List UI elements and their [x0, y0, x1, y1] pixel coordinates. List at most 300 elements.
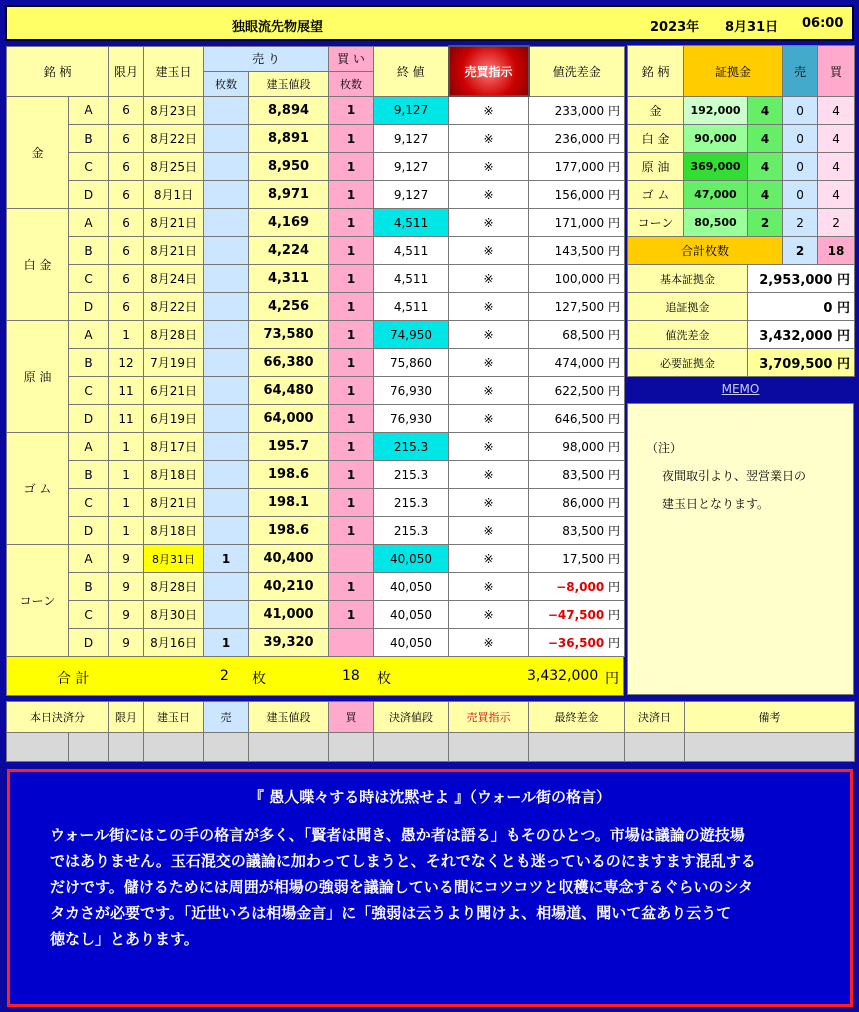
buy-count — [329, 629, 374, 657]
tatene: 198.6 — [249, 461, 329, 489]
yen-unit: 円 — [608, 608, 621, 622]
settle-cell[interactable] — [685, 733, 855, 762]
gengetsu: 11 — [109, 405, 144, 433]
position-row — [7, 321, 625, 349]
position-row — [7, 489, 625, 517]
header-date: 8月31日 — [725, 20, 779, 35]
position-row — [7, 209, 625, 237]
tatene: 39,320 — [249, 629, 329, 657]
summary-label: 基本証拠金 — [628, 265, 748, 293]
tatebi: 8月17日 — [144, 433, 204, 461]
sell-count: 1 — [204, 629, 249, 657]
settle-cell[interactable] — [144, 733, 204, 762]
position-row — [7, 377, 625, 405]
tatene: 64,000 — [249, 405, 329, 433]
close-price: 40,050 — [374, 629, 449, 657]
tatebi: 8月21日 — [144, 209, 204, 237]
buy-count: 1 — [329, 405, 374, 433]
contract-id: A — [69, 96, 109, 125]
diff-value: 83,500 — [562, 468, 605, 482]
margin-commodity: 白 金 — [628, 125, 684, 153]
diff-cell — [529, 405, 625, 433]
settle-col: 建玉日 — [144, 702, 204, 733]
yen-unit: 円 — [608, 440, 621, 454]
tatene: 64,480 — [249, 377, 329, 405]
contract-id: B — [69, 237, 109, 265]
header-year: 2023年 — [650, 20, 700, 35]
margin-buy: 2 — [818, 209, 855, 237]
tatene: 4,256 — [249, 293, 329, 321]
positions-table — [6, 45, 625, 657]
position-row — [7, 237, 625, 265]
signal: ※ — [449, 377, 529, 405]
position-row — [7, 573, 625, 601]
yen-unit: 円 — [608, 216, 621, 230]
margin-buy: 4 — [818, 125, 855, 153]
gengetsu: 1 — [109, 489, 144, 517]
yen-unit: 円 — [608, 552, 621, 566]
gengetsu: 6 — [109, 153, 144, 181]
signal: ※ — [449, 293, 529, 321]
settle-col: 決済値段 — [374, 702, 449, 733]
settle-cell[interactable] — [529, 733, 625, 762]
diff-cell — [529, 545, 625, 573]
yen-unit: 円 — [608, 636, 621, 650]
settle-cell[interactable] — [374, 733, 449, 762]
yen-unit: 円 — [608, 132, 621, 146]
close-price: 215.3 — [374, 489, 449, 517]
signal: ※ — [449, 629, 529, 657]
yen-unit: 円 — [608, 328, 621, 342]
quote-line: だけです。儲けるためには周囲が相場の強弱を議論している間にコツコツと収穫に専念するぐらいのシタ — [50, 878, 753, 896]
buy-count: 1 — [329, 125, 374, 153]
position-row — [7, 125, 625, 153]
buy-count: 1 — [329, 573, 374, 601]
signal: ※ — [449, 601, 529, 629]
contract-id: D — [69, 293, 109, 321]
quote-line: ウォール街にはこの手の格言が多く、「賢者は聞き、愚か者は語る」もそのひとつ。市場は議論の遊技場 — [50, 826, 745, 844]
sell-count — [204, 293, 249, 321]
col-kai: 買 い — [329, 46, 374, 71]
quote-body — [50, 822, 830, 952]
tatene: 8,894 — [249, 96, 329, 125]
diff-cell — [529, 265, 625, 293]
sell-count — [204, 153, 249, 181]
buy-count: 1 — [329, 517, 374, 545]
tatebi: 8月16日 — [144, 629, 204, 657]
commodity-name: 原 油 — [7, 321, 69, 433]
col-uri: 売 り — [204, 46, 329, 71]
gengetsu: 11 — [109, 377, 144, 405]
yen-unit: 円 — [837, 273, 851, 288]
tatebi: 8月18日 — [144, 461, 204, 489]
diff-cell — [529, 517, 625, 545]
margin-table — [627, 45, 855, 377]
margin-amount: 369,000 — [684, 153, 748, 181]
yen-unit: 円 — [837, 357, 851, 372]
diff-cell — [529, 601, 625, 629]
diff-value: 622,500 — [554, 384, 605, 398]
contract-id: C — [69, 601, 109, 629]
yen-unit: 円 — [837, 329, 851, 344]
margin-buy: 4 — [818, 97, 855, 125]
diff-value: 83,500 — [562, 524, 605, 538]
tatebi: 8月23日 — [144, 96, 204, 125]
diff-value: 68,500 — [562, 328, 605, 342]
diff-cell — [529, 377, 625, 405]
sell-count — [204, 489, 249, 517]
gengetsu: 9 — [109, 601, 144, 629]
memo-line: 夜間取引より、翌営業日の — [662, 469, 807, 483]
diff-value: −47,500 — [547, 608, 605, 622]
margin-amount: 47,000 — [684, 181, 748, 209]
close-price: 74,950 — [374, 321, 449, 349]
signal: ※ — [449, 153, 529, 181]
tatebi: 6月21日 — [144, 377, 204, 405]
diff-value: 233,000 — [554, 103, 605, 118]
settle-cell[interactable] — [625, 733, 685, 762]
diff-value: 474,000 — [554, 356, 605, 370]
position-row — [7, 265, 625, 293]
signal: ※ — [449, 349, 529, 377]
close-price: 40,050 — [374, 601, 449, 629]
diff-value: 236,000 — [554, 132, 605, 146]
signal: ※ — [449, 517, 529, 545]
total-count-sell: 2 — [783, 237, 818, 265]
memo-box — [627, 403, 854, 695]
quote-title: 『 愚人喋々する時は沈黙せよ 』（ウォール街の格言） — [248, 788, 612, 806]
summary-value: 3,432,000 — [759, 329, 833, 344]
margin-qty: 4 — [748, 181, 783, 209]
gengetsu: 12 — [109, 349, 144, 377]
settlement-table — [6, 701, 855, 762]
settle-cell[interactable] — [204, 733, 249, 762]
diff-value: 86,000 — [562, 496, 605, 510]
tatene: 8,971 — [249, 181, 329, 209]
margin-qty: 4 — [748, 153, 783, 181]
tatebi: 8月25日 — [144, 153, 204, 181]
diff-cell — [529, 237, 625, 265]
quote-line: タカさが必要です。「近世いろは相場金言」に「強弱は云うより聞けよ、相場道、聞いて盆あり云うて — [50, 904, 732, 922]
buy-count: 1 — [329, 153, 374, 181]
tatene: 4,224 — [249, 237, 329, 265]
diff-cell — [529, 629, 625, 657]
signal: ※ — [449, 405, 529, 433]
buy-count: 1 — [329, 377, 374, 405]
diff-value: −36,500 — [547, 636, 605, 650]
signal: ※ — [449, 96, 529, 125]
gengetsu: 6 — [109, 125, 144, 153]
summary-value: 3,709,500 — [759, 357, 833, 372]
tatebi: 8月21日 — [144, 237, 204, 265]
summary-value: 2,953,000 — [759, 273, 833, 288]
diff-cell — [529, 125, 625, 153]
diff-cell — [529, 96, 625, 125]
col-tatebi: 建玉日 — [144, 46, 204, 96]
tatene: 73,580 — [249, 321, 329, 349]
buy-count: 1 — [329, 433, 374, 461]
position-row — [7, 433, 625, 461]
yen-unit: 円 — [608, 384, 621, 398]
gengetsu: 9 — [109, 573, 144, 601]
diff-cell — [529, 209, 625, 237]
tatebi: 7月19日 — [144, 349, 204, 377]
settle-cell[interactable] — [449, 733, 529, 762]
sell-count: 1 — [204, 545, 249, 573]
contract-id: A — [69, 209, 109, 237]
margin-buy: 4 — [818, 153, 855, 181]
total-diff: 3,432,000 — [527, 668, 599, 684]
yen-unit: 円 — [608, 188, 621, 202]
commodity-name: 金 — [7, 96, 69, 209]
settle-col: 備考 — [685, 702, 855, 733]
total-buy-unit: 枚 — [377, 671, 391, 687]
signal: ※ — [449, 545, 529, 573]
position-row — [7, 181, 625, 209]
commodity-name: コーン — [7, 545, 69, 657]
margin-commodity: コーン — [628, 209, 684, 237]
sell-count — [204, 573, 249, 601]
close-price: 215.3 — [374, 517, 449, 545]
quote-line: ではありません。玉石混交の議論に加わってしまうと、それでなくとも迷っているのにますます混乱する — [50, 852, 756, 870]
margin-amount: 192,000 — [684, 97, 748, 125]
close-price: 75,860 — [374, 349, 449, 377]
yen-unit: 円 — [608, 300, 621, 314]
settle-cell[interactable] — [329, 733, 374, 762]
summary-row — [628, 265, 855, 293]
total-bar — [6, 656, 624, 696]
commodity-name: 白 金 — [7, 209, 69, 321]
diff-cell — [529, 153, 625, 181]
col-meigara: 銘 柄 — [7, 46, 109, 96]
yen-unit: 円 — [608, 103, 621, 118]
quote-box — [7, 769, 853, 1007]
close-price: 9,127 — [374, 96, 449, 125]
buy-count: 1 — [329, 181, 374, 209]
margin-sell: 0 — [783, 153, 818, 181]
summary-label: 必要証拠金 — [628, 349, 748, 377]
contract-id: A — [69, 545, 109, 573]
margin-commodity: ゴ ム — [628, 181, 684, 209]
close-price: 9,127 — [374, 153, 449, 181]
tatebi: 8月18日 — [144, 517, 204, 545]
gengetsu: 6 — [109, 96, 144, 125]
tatebi: 8月22日 — [144, 293, 204, 321]
sell-count — [204, 601, 249, 629]
close-price: 4,511 — [374, 265, 449, 293]
tatene: 198.1 — [249, 489, 329, 517]
tatebi: 8月31日 — [144, 545, 204, 573]
gengetsu: 6 — [109, 209, 144, 237]
col-gengetsu: 限月 — [109, 46, 144, 96]
contract-id: B — [69, 349, 109, 377]
margin-qty: 4 — [748, 125, 783, 153]
sell-count — [204, 209, 249, 237]
signal: ※ — [449, 433, 529, 461]
margin-amount: 90,000 — [684, 125, 748, 153]
tatebi: 8月22日 — [144, 125, 204, 153]
commodity-name: ゴ ム — [7, 433, 69, 545]
yen-unit: 円 — [608, 580, 621, 594]
close-price: 215.3 — [374, 433, 449, 461]
signal-header-button[interactable]: 売買指示 — [449, 46, 529, 96]
side-col-shokokin: 証拠金 — [684, 46, 783, 97]
close-price: 76,930 — [374, 377, 449, 405]
settle-col: 限月 — [109, 702, 144, 733]
diff-value: 156,000 — [554, 188, 605, 202]
close-price: 9,127 — [374, 181, 449, 209]
sell-count — [204, 461, 249, 489]
sell-count — [204, 517, 249, 545]
summary-value-cell — [748, 349, 855, 377]
summary-value: 0 — [823, 301, 833, 316]
tatebi: 8月30日 — [144, 601, 204, 629]
total-buy-count: 18 — [342, 668, 360, 684]
total-count-buy: 18 — [818, 237, 855, 265]
memo-line: 建玉日となります。 — [662, 497, 770, 511]
buy-count: 1 — [329, 321, 374, 349]
col-buy-maisu: 枚数 — [329, 71, 374, 96]
total-yen: 円 — [605, 671, 619, 687]
yen-unit: 円 — [608, 496, 621, 510]
close-price: 4,511 — [374, 209, 449, 237]
settle-cell[interactable] — [69, 733, 109, 762]
yen-unit: 円 — [608, 272, 621, 286]
margin-buy: 4 — [818, 181, 855, 209]
sell-count — [204, 349, 249, 377]
contract-id: C — [69, 265, 109, 293]
buy-count: 1 — [329, 461, 374, 489]
tatene: 40,210 — [249, 573, 329, 601]
col-sell-maisu: 枚数 — [204, 71, 249, 96]
tatebi: 8月1日 — [144, 181, 204, 209]
summary-label: 値洗差金 — [628, 321, 748, 349]
contract-id: B — [69, 461, 109, 489]
diff-cell — [529, 461, 625, 489]
close-price: 40,050 — [374, 573, 449, 601]
margin-sell: 0 — [783, 97, 818, 125]
position-row — [7, 461, 625, 489]
position-row — [7, 601, 625, 629]
page-header — [5, 5, 854, 41]
contract-id: A — [69, 433, 109, 461]
margin-sell: 0 — [783, 125, 818, 153]
buy-count — [329, 545, 374, 573]
total-count-label: 合計枚数 — [628, 237, 783, 265]
settle-col: 買 — [329, 702, 374, 733]
contract-id: B — [69, 573, 109, 601]
yen-unit: 円 — [608, 468, 621, 482]
settle-col: 売買指示 — [449, 702, 529, 733]
settle-cell[interactable] — [249, 733, 329, 762]
sell-count — [204, 237, 249, 265]
sell-count — [204, 405, 249, 433]
buy-count: 1 — [329, 237, 374, 265]
memo-line: （注） — [646, 441, 683, 455]
tatebi: 8月28日 — [144, 573, 204, 601]
yen-unit: 円 — [608, 412, 621, 426]
contract-id: C — [69, 377, 109, 405]
tatebi: 6月19日 — [144, 405, 204, 433]
sell-count — [204, 433, 249, 461]
summary-row — [628, 349, 855, 377]
diff-value: 98,000 — [562, 440, 605, 454]
sell-count — [204, 377, 249, 405]
signal: ※ — [449, 321, 529, 349]
margin-commodity: 原 油 — [628, 153, 684, 181]
buy-count: 1 — [329, 349, 374, 377]
settle-col: 建玉値段 — [249, 702, 329, 733]
sell-count — [204, 181, 249, 209]
position-row — [7, 153, 625, 181]
settle-cell[interactable] — [109, 733, 144, 762]
contract-id: A — [69, 321, 109, 349]
close-price: 4,511 — [374, 237, 449, 265]
contract-id: D — [69, 629, 109, 657]
yen-unit: 円 — [608, 356, 621, 370]
signal: ※ — [449, 209, 529, 237]
gengetsu: 1 — [109, 461, 144, 489]
quote-line: 徳なし」とあります。 — [50, 930, 199, 948]
margin-sell: 0 — [783, 181, 818, 209]
tatebi: 8月24日 — [144, 265, 204, 293]
memo-link[interactable]: MEMO — [721, 382, 760, 396]
signal: ※ — [449, 265, 529, 293]
col-tatene: 建玉値段 — [249, 71, 329, 96]
settle-cell[interactable] — [7, 733, 69, 762]
header-time: 06:00 — [802, 16, 844, 31]
tatene: 40,400 — [249, 545, 329, 573]
margin-qty: 2 — [748, 209, 783, 237]
sell-count — [204, 96, 249, 125]
yen-unit: 円 — [608, 524, 621, 538]
signal: ※ — [449, 237, 529, 265]
margin-row — [628, 209, 855, 237]
tatene: 8,891 — [249, 125, 329, 153]
diff-value: 143,500 — [554, 244, 605, 258]
position-row — [7, 405, 625, 433]
col-sakin: 値洗差金 — [529, 46, 625, 96]
margin-amount: 80,500 — [684, 209, 748, 237]
gengetsu: 1 — [109, 321, 144, 349]
sell-count — [204, 125, 249, 153]
diff-value: 646,500 — [554, 412, 605, 426]
margin-row — [628, 181, 855, 209]
gengetsu: 6 — [109, 293, 144, 321]
buy-count: 1 — [329, 209, 374, 237]
position-row — [7, 517, 625, 545]
settle-col: 決済日 — [625, 702, 685, 733]
tatene: 66,380 — [249, 349, 329, 377]
tatebi: 8月21日 — [144, 489, 204, 517]
diff-value: 177,000 — [554, 160, 605, 174]
position-row — [7, 349, 625, 377]
diff-cell — [529, 293, 625, 321]
buy-count: 1 — [329, 601, 374, 629]
contract-id: D — [69, 517, 109, 545]
contract-id: B — [69, 125, 109, 153]
gengetsu: 9 — [109, 545, 144, 573]
diff-cell — [529, 489, 625, 517]
diff-cell — [529, 181, 625, 209]
contract-id: C — [69, 153, 109, 181]
close-price: 40,050 — [374, 545, 449, 573]
close-price: 76,930 — [374, 405, 449, 433]
close-price: 9,127 — [374, 125, 449, 153]
position-row — [7, 96, 625, 125]
signal: ※ — [449, 181, 529, 209]
position-row — [7, 545, 625, 573]
